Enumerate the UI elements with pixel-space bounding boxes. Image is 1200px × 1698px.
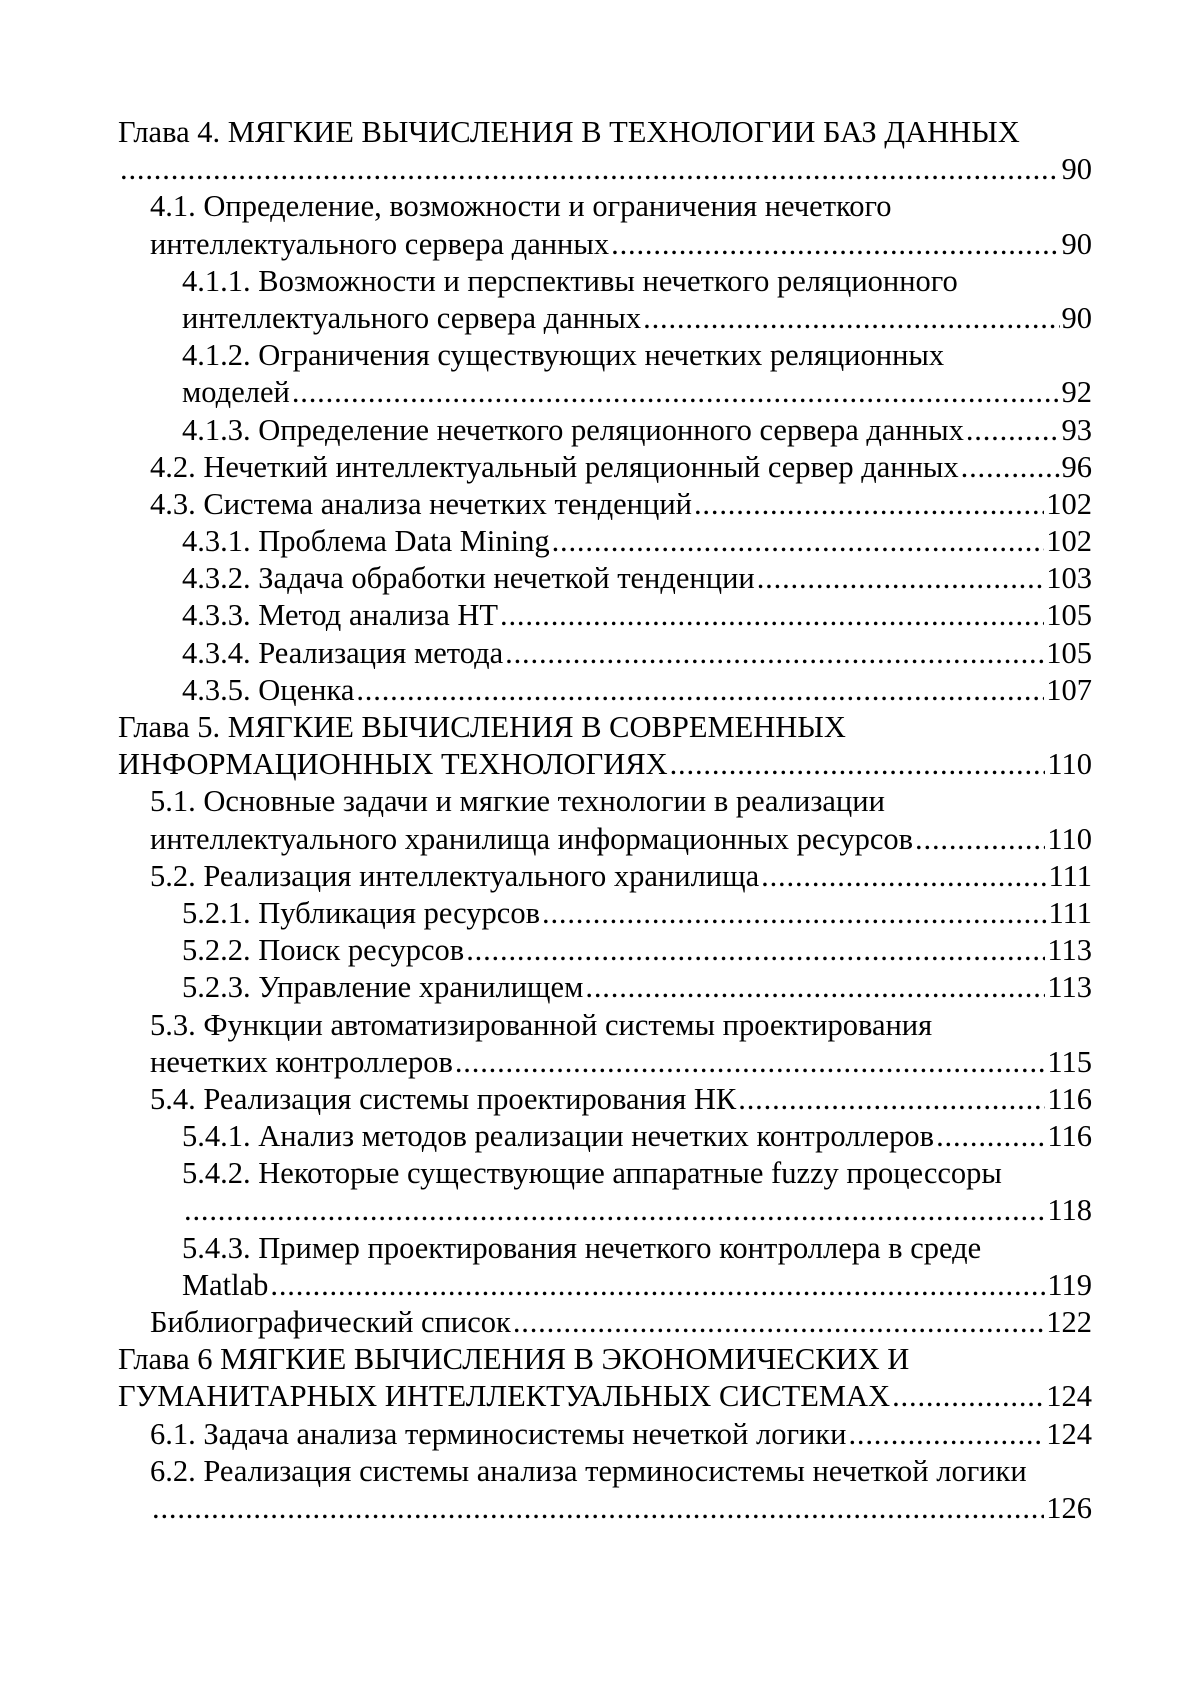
toc-entry-title: 6.2. Реализация системы анализа терминосистемы нечеткой логики — [150, 1453, 1027, 1488]
dot-leader — [542, 895, 1047, 932]
dot-leader — [120, 151, 1060, 188]
toc-page-number: 92 — [1061, 375, 1092, 410]
dot-leader — [455, 1044, 1046, 1081]
toc-entry[interactable] — [182, 523, 1092, 560]
toc-page-number: 124 — [1046, 1379, 1092, 1414]
toc-entry-title-continuation: ИНФОРМАЦИОННЫХ ТЕХНОЛОГИЯХ — [118, 747, 668, 782]
toc-entry[interactable] — [182, 895, 1092, 932]
toc-entry-title: 5.1. Основные задачи и мягкие технологии в реализации — [150, 784, 885, 819]
dot-leader — [513, 1304, 1044, 1341]
dot-leader — [848, 1416, 1044, 1453]
toc-entry-title: 5.3. Функции автоматизированной системы проектирования — [150, 1007, 933, 1042]
dot-leader — [356, 672, 1044, 709]
dot-leader — [966, 412, 1060, 449]
toc-page-number: 116 — [1047, 1081, 1092, 1116]
toc-page-number: 118 — [1047, 1193, 1092, 1228]
toc-entry[interactable] — [150, 486, 1092, 523]
toc-entry[interactable] — [182, 1155, 1092, 1229]
toc-entry-title: 6.1. Задача анализа терминосистемы нечеткой логики — [150, 1416, 847, 1451]
dot-leader — [292, 374, 1060, 411]
toc-page-number: 119 — [1047, 1267, 1092, 1302]
dot-leader — [936, 1118, 1045, 1155]
toc-page-number: 113 — [1047, 933, 1092, 968]
toc-page-number: 105 — [1046, 635, 1092, 670]
dot-leader — [552, 523, 1045, 560]
toc-page-number: 93 — [1061, 412, 1092, 447]
toc-entry-title: 5.4.3. Пример проектирования нечеткого контроллера в среде — [182, 1230, 982, 1265]
toc-page-number: 111 — [1048, 858, 1092, 893]
toc-page-number: 90 — [1061, 152, 1092, 187]
toc-entry[interactable] — [182, 337, 1092, 411]
dot-leader — [757, 560, 1045, 597]
toc-entry[interactable] — [118, 1341, 1092, 1415]
dot-leader — [270, 1267, 1045, 1304]
dot-leader — [505, 635, 1044, 672]
toc-entry-title: 4.1.1. Возможности и перспективы нечеткого реляционного — [182, 263, 958, 298]
toc-page-number: 107 — [1046, 672, 1092, 707]
toc-entry-title: 5.4. Реализация системы проектирования НК — [150, 1081, 737, 1116]
toc-entry-title: 4.1.3. Определение нечеткого реляционного сервера данных — [182, 412, 964, 447]
toc-entry[interactable] — [182, 672, 1092, 709]
toc-entry-title-continuation: ГУМАНИТАРНЫХ ИНТЕЛЛЕКТУАЛЬНЫХ СИСТЕМАХ — [118, 1379, 891, 1414]
toc-entry-title: 4.3. Система анализа нечетких тенденций — [150, 486, 692, 521]
toc-page-number: 110 — [1047, 821, 1092, 856]
toc-page-number: 111 — [1048, 895, 1092, 930]
toc-page-number: 103 — [1046, 561, 1092, 596]
dot-leader — [184, 1192, 1045, 1229]
toc-entry[interactable] — [182, 597, 1092, 634]
toc-entry-title-continuation: Matlab — [182, 1267, 269, 1302]
toc-entry[interactable] — [150, 1416, 1092, 1453]
toc-page-number: 102 — [1046, 486, 1092, 521]
toc-entry[interactable] — [182, 969, 1092, 1006]
dot-leader — [466, 932, 1045, 969]
toc-entry-title: 5.2.3. Управление хранилищем — [182, 970, 584, 1005]
dot-leader — [152, 1490, 1044, 1527]
toc-page-number: 115 — [1047, 1044, 1092, 1079]
toc-entry-title-continuation: интеллектуального хранилища информационных ресурсов — [150, 821, 914, 856]
toc-page-number: 105 — [1046, 598, 1092, 633]
dot-leader — [694, 486, 1044, 523]
toc-page-number: 124 — [1046, 1416, 1092, 1451]
toc-page-number: 122 — [1046, 1305, 1092, 1339]
toc-entry-title-continuation: интеллектуального сервера данных — [150, 226, 610, 261]
dot-leader — [915, 821, 1045, 858]
toc-entry[interactable] — [150, 449, 1092, 486]
toc-entry-title: Глава 5. МЯГКИЕ ВЫЧИСЛЕНИЯ В СОВРЕМЕННЫХ — [118, 710, 846, 744]
toc-entry[interactable] — [182, 263, 1092, 337]
toc-page-number: 126 — [1046, 1490, 1092, 1525]
toc-entry[interactable] — [182, 560, 1092, 597]
toc-entry-title: Глава 4. МЯГКИЕ ВЫЧИСЛЕНИЯ В ТЕХНОЛОГИИ БАЗ ДАННЫХ — [118, 115, 1020, 149]
toc-entry-title-continuation: интеллектуального сервера данных — [182, 300, 642, 335]
toc-entry[interactable] — [118, 114, 1092, 188]
toc-entry-title: 5.4.2. Некоторые существующие аппаратные fuzzy процессоры — [182, 1156, 1002, 1191]
toc-page-number: 110 — [1047, 747, 1092, 782]
toc-entry[interactable] — [150, 1081, 1092, 1118]
toc-entry-title: 4.3.1. Проблема Data Mining — [182, 524, 550, 559]
toc-page-number: 116 — [1047, 1119, 1092, 1154]
dot-leader — [585, 969, 1045, 1006]
toc-entry[interactable] — [182, 412, 1092, 449]
toc-entry-title: Глава 6 МЯГКИЕ ВЫЧИСЛЕНИЯ В ЭКОНОМИЧЕСКИХ И — [118, 1342, 910, 1377]
toc-entry-title: 4.3.3. Метод анализа НТ — [182, 598, 499, 633]
toc-entry-title: 5.2.1. Публикация ресурсов — [182, 895, 540, 930]
toc-entry-title: 4.3.2. Задача обработки нечеткой тенденции — [182, 561, 755, 596]
toc-entry[interactable] — [150, 783, 1092, 857]
toc-page-number: 96 — [1061, 449, 1092, 484]
toc-entry-title: 4.2. Нечеткий интеллектуальный реляционный сервер данных — [150, 449, 959, 484]
toc-entry[interactable] — [182, 635, 1092, 672]
table-of-contents — [0, 114, 1200, 1527]
toc-page-number: 102 — [1046, 524, 1092, 559]
toc-entry-title: 4.3.4. Реализация метода — [182, 635, 504, 670]
toc-entry[interactable] — [182, 1118, 1092, 1155]
toc-page-number: 90 — [1061, 300, 1092, 335]
dot-leader — [611, 226, 1059, 263]
toc-entry-title: 4.1.2. Ограничения существующих нечетких реляционных — [182, 338, 945, 373]
toc-entry[interactable] — [150, 1453, 1092, 1527]
toc-entry-title: Библиографический список — [150, 1305, 511, 1339]
toc-entry-title: 4.1. Определение, возможности и ограничения нечеткого — [150, 189, 892, 224]
dot-leader — [738, 1081, 1045, 1118]
toc-entry-title-continuation: моделей — [182, 375, 290, 410]
dot-leader — [643, 300, 1059, 337]
dot-leader — [500, 597, 1044, 634]
toc-entry[interactable] — [150, 1304, 1092, 1341]
toc-entry[interactable] — [182, 932, 1092, 969]
toc-entry-title: 5.4.1. Анализ методов реализации нечетких контроллеров — [182, 1119, 935, 1154]
toc-entry[interactable] — [118, 709, 1092, 783]
dot-leader — [761, 858, 1046, 895]
toc-entry-title-continuation: нечетких контроллеров — [150, 1044, 453, 1079]
toc-entry[interactable] — [150, 188, 1092, 262]
toc-entry[interactable] — [150, 1007, 1092, 1081]
toc-entry-title: 5.2. Реализация интеллектуального хранилища — [150, 858, 760, 893]
toc-entry-title: 5.2.2. Поиск ресурсов — [182, 933, 465, 968]
toc-entry[interactable] — [150, 858, 1092, 895]
dot-leader — [670, 746, 1046, 783]
toc-page-number: 113 — [1047, 970, 1092, 1005]
dot-leader — [961, 449, 1060, 486]
toc-page-number: 90 — [1061, 226, 1092, 261]
toc-entry[interactable] — [182, 1230, 1092, 1304]
toc-entry-title: 4.3.5. Оценка — [182, 672, 355, 707]
dot-leader — [892, 1378, 1044, 1415]
